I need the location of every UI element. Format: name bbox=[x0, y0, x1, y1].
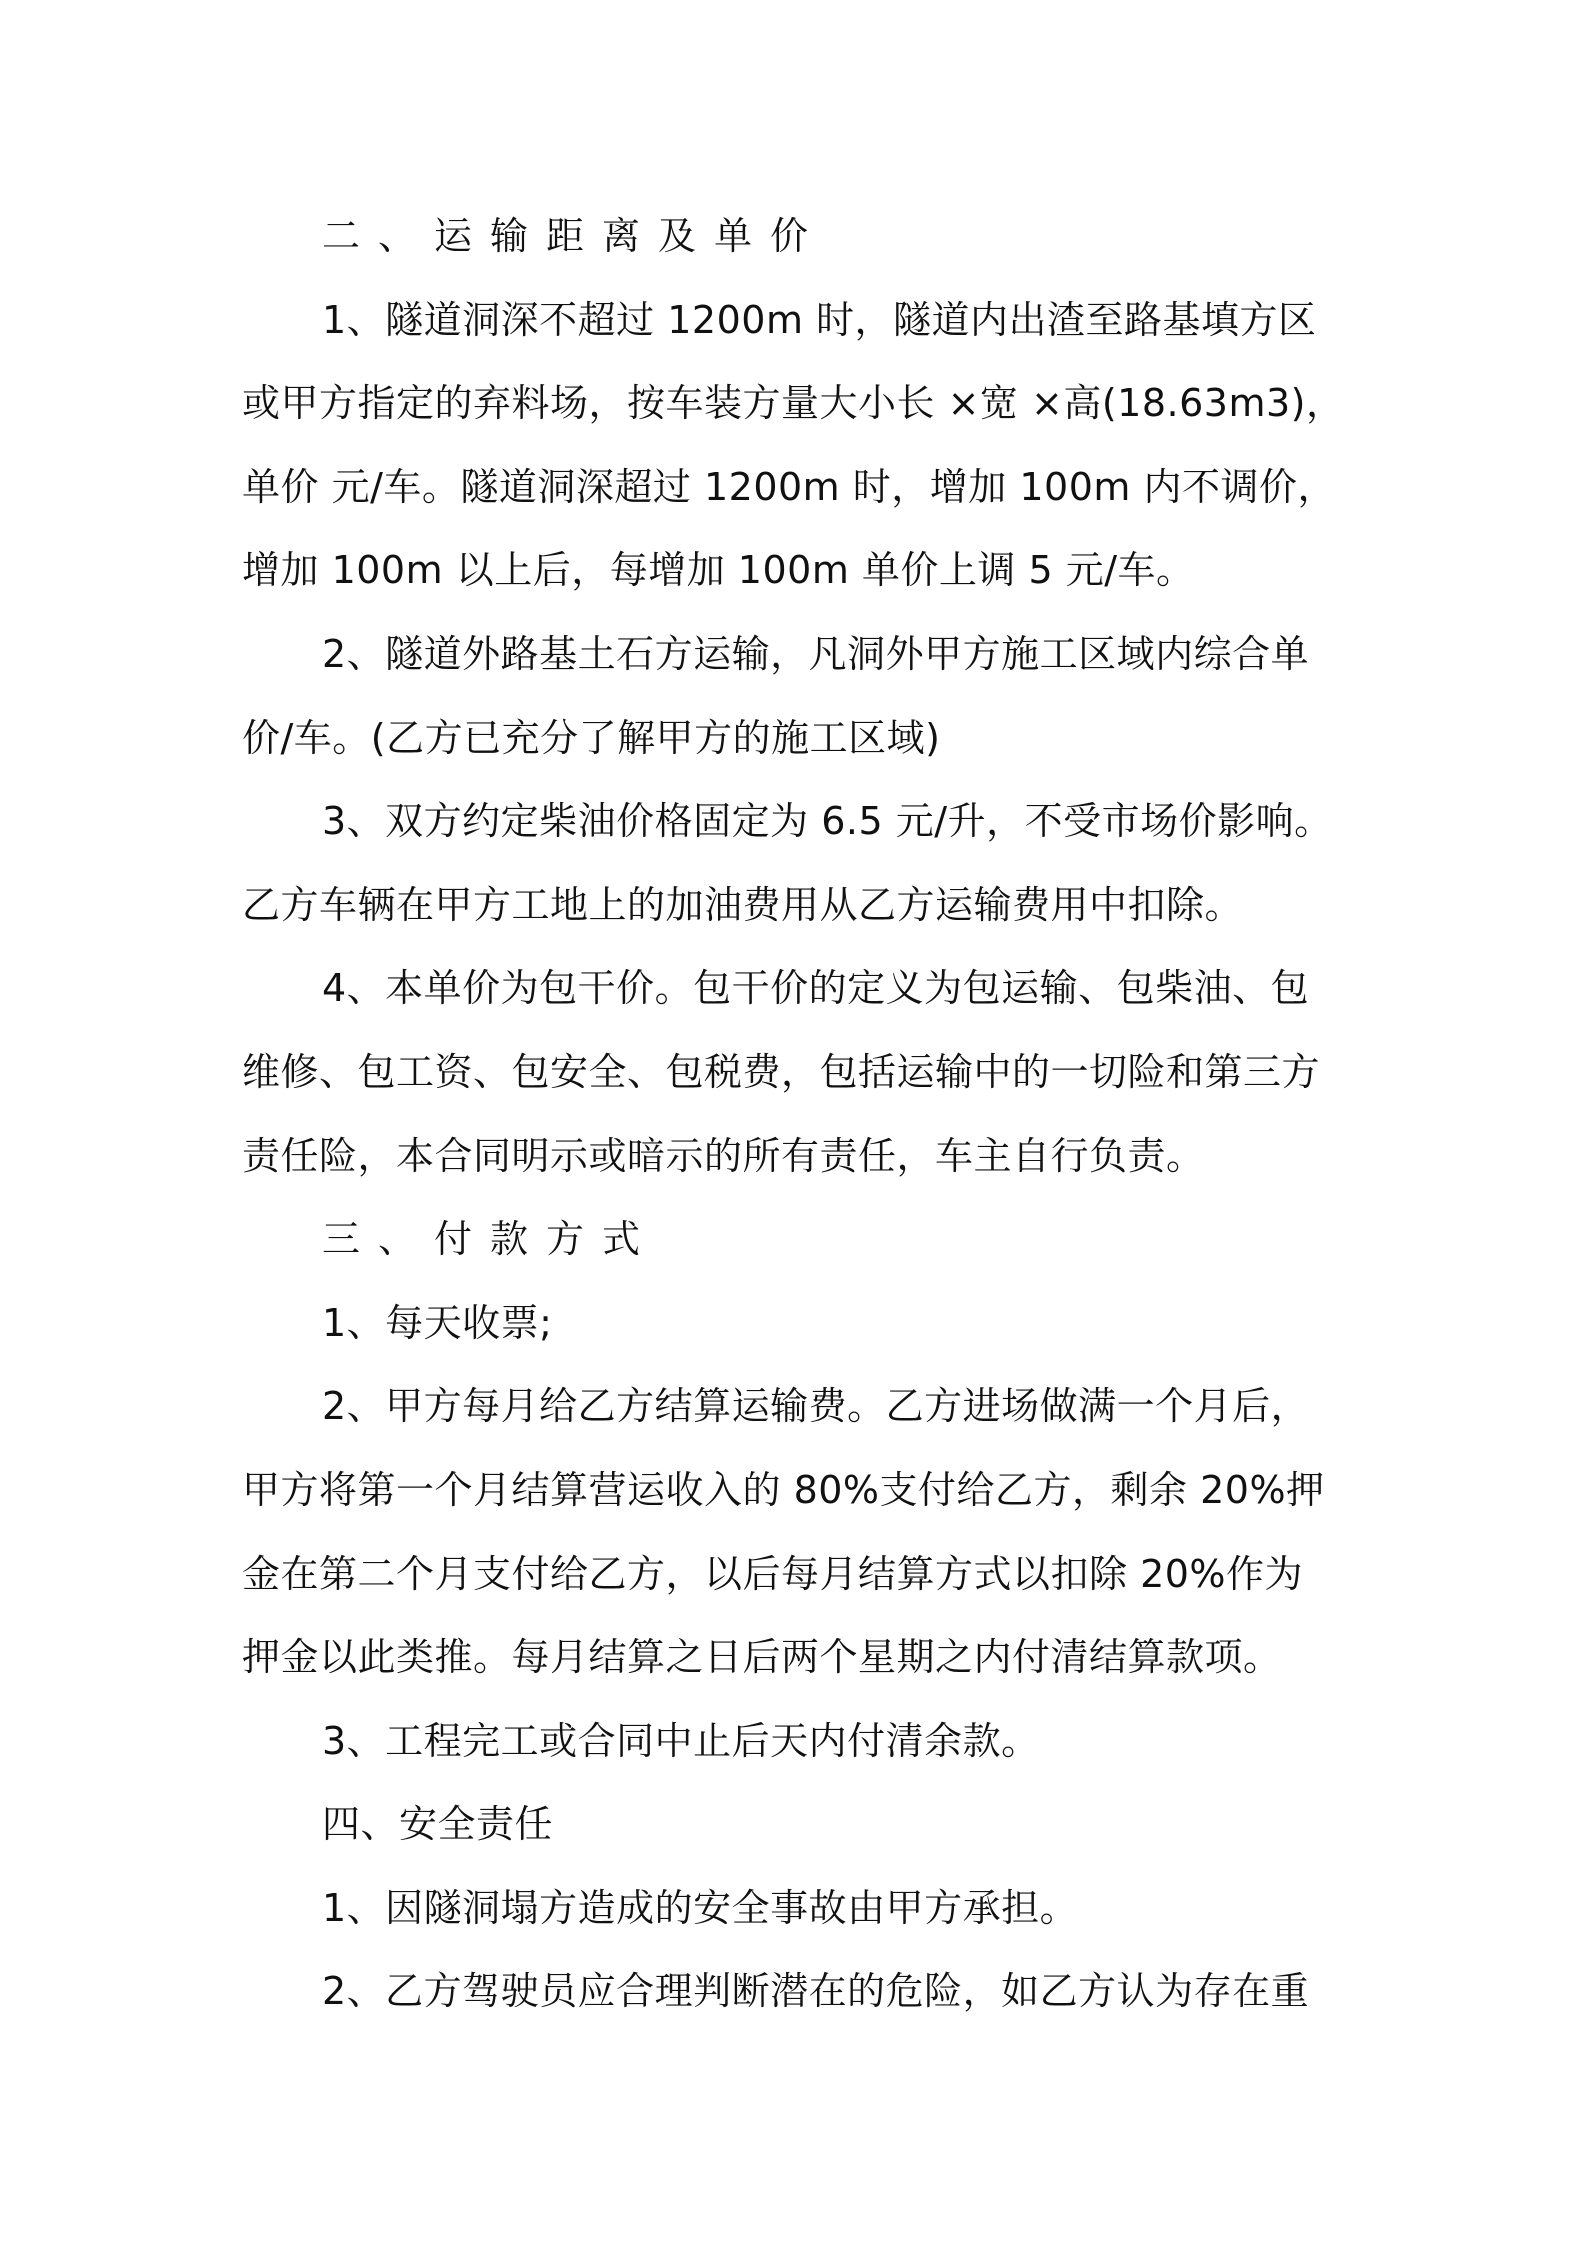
paragraph-line: 2、甲方每月给乙方结算运输费。乙方进场做满一个月后， bbox=[322, 1384, 1310, 1429]
document-body bbox=[242, 195, 1362, 2034]
paragraph-line: 4、本单价为包干价。包干价的定义为包运输、包柴油、包 bbox=[322, 966, 1310, 1011]
paragraph-line: 押金以此类推。每月结算之日后两个星期之内付清结算款项。 bbox=[242, 1635, 1282, 1680]
paragraph-line: 3、双方约定柴油价格固定为 6.5 元/升，不受市场价影响。 bbox=[322, 799, 1333, 844]
paragraph-line: 1、因隧洞塌方造成的安全事故由甲方承担。 bbox=[322, 1885, 1079, 1930]
paragraph-line: 价/车。(乙方已充分了解甲方的施工区域) bbox=[242, 715, 941, 760]
paragraph-line: 3、工程完工或合同中止后天内付清余款。 bbox=[322, 1718, 1040, 1763]
paragraph-line: 增加 100m 以上后，每增加 100m 单价上调 5 元/车。 bbox=[242, 548, 1195, 593]
paragraph-line: 或甲方指定的弃料场，按车装方量大小长 ×宽 ×高(18.63m3)， bbox=[242, 381, 1345, 426]
paragraph-line: 1、隧道洞深不超过 1200m 时，隧道内出渣至路基填方区 bbox=[322, 297, 1317, 342]
paragraph-line: 金在第二个月支付给乙方，以后每月结算方式以扣除 20%作为 bbox=[242, 1551, 1304, 1596]
section-heading-safety-responsibility: 四、安全责任 bbox=[322, 1802, 554, 1847]
section-heading-transport-distance-price: 二、运输距离及单价 bbox=[322, 214, 827, 258]
paragraph-line: 单价 元/车。隧道洞深超过 1200m 时，增加 100m 内不调价， bbox=[242, 464, 1336, 509]
section-heading-payment-method: 三、付款方式 bbox=[322, 1217, 659, 1262]
paragraph-line: 2、乙方驾驶员应合理判断潜在的危险，如乙方认为存在重 bbox=[322, 1969, 1310, 2014]
paragraph-line: 维修、包工资、包安全、包税费，包括运输中的一切险和第三方 bbox=[242, 1049, 1321, 1094]
paragraph-line: 1、每天收票; bbox=[322, 1300, 553, 1345]
paragraph-line: 乙方车辆在甲方工地上的加油费用从乙方运输费用中扣除。 bbox=[242, 882, 1244, 927]
paragraph-line: 2、隧道外路基土石方运输，凡洞外甲方施工区域内综合单 bbox=[322, 631, 1310, 676]
paragraph-line: 责任险，本合同明示或暗示的所有责任，车主自行负责。 bbox=[242, 1133, 1205, 1178]
paragraph-line: 甲方将第一个月结算营运收入的 80%支付给乙方，剩余 20%押 bbox=[242, 1467, 1325, 1512]
